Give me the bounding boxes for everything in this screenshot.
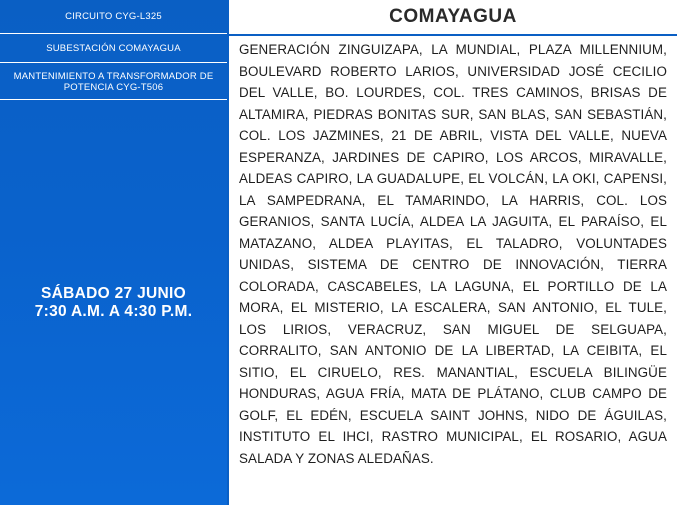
zone-title: COMAYAGUA [229,0,677,36]
circuit-label: CIRCUITO CYG-L325 [0,0,227,34]
maintenance-description: MANTENIMIENTO A TRANSFORMADOR DE POTENCIA CYG-T506 [0,64,227,100]
affected-areas-text: GENERACIÓN ZINGUIZAPA, LA MUNDIAL, PLAZA MILLENNIUM, BOULEVARD ROBERTO LARIOS, UNIVERSIDAD JOSÉ CECILIO DEL VALLE, BO. LOURDES, COL. TRES CAMINOS, BRISAS DE ALTAMIRA, PIEDRAS BONITAS SUR, SAN BLAS, SAN SEBASTIÁN, COL. LOS JAZMINES, 21 DE ABRIL, VISTA DEL VALLE, NUEVA ESPERANZA, JARDINES DE CAPIRO, LOS ARCOS, MIRAVALLE, ALDEAS CAPIRO, LA GUADALUPE, EL VOLCÁN, LA OKI, CAPENSI, LA SAMPEDRANA, EL TAMARINDO, LA HARRIS, COL. LOS GERANIOS, SANTA LUCÍA, ALDEA LA JAGUITA, EL PARAÍSO, EL MATAZANO, ALDEA PLAYITAS, EL TALADRO, VOLUNTADES UNIDAS, SISTEMA DE CENTRO DE INNOVACIÓN, TIERRA COLORADA, CASCABELES, LA LAGUNA, EL PORTILLO DE LA MORA, EL MISTERIO, LA ESCALERA, SAN ANTONIO, EL TULE, LOS LIRIOS, VERACRUZ, SAN MIGUEL DE SELGUAPA, CORRALITO, SAN ANTONIO DE LA LIBERTAD, LA CEIBITA, EL SITIO, EL CIRUELO, RES. MANANTIAL, ESCUELA BILINGÜE HONDURAS, AGUA FRÍA, MATA DE PLÁTANO, CLUB CAMPO DE GOLF, EL EDÉN, ESCUELA SAINT JOHNS, NIDO DE ÁGUILAS, INSTITUTO EL IHCI, RASTRO MUNICIPAL, EL ROSARIO, AGUA SALADA Y ZONAS ALEDAÑAS. [239,42,667,466]
substation-label: SUBESTACIÓN COMAYAGUA [0,35,227,63]
outage-date: SÁBADO 27 JUNIO [41,285,186,302]
outage-info-column [0,0,227,505]
schedule-block [0,101,227,505]
affected-zone-column [227,0,677,505]
outage-time: 7:30 A.M. A 4:30 P.M. [34,303,193,320]
